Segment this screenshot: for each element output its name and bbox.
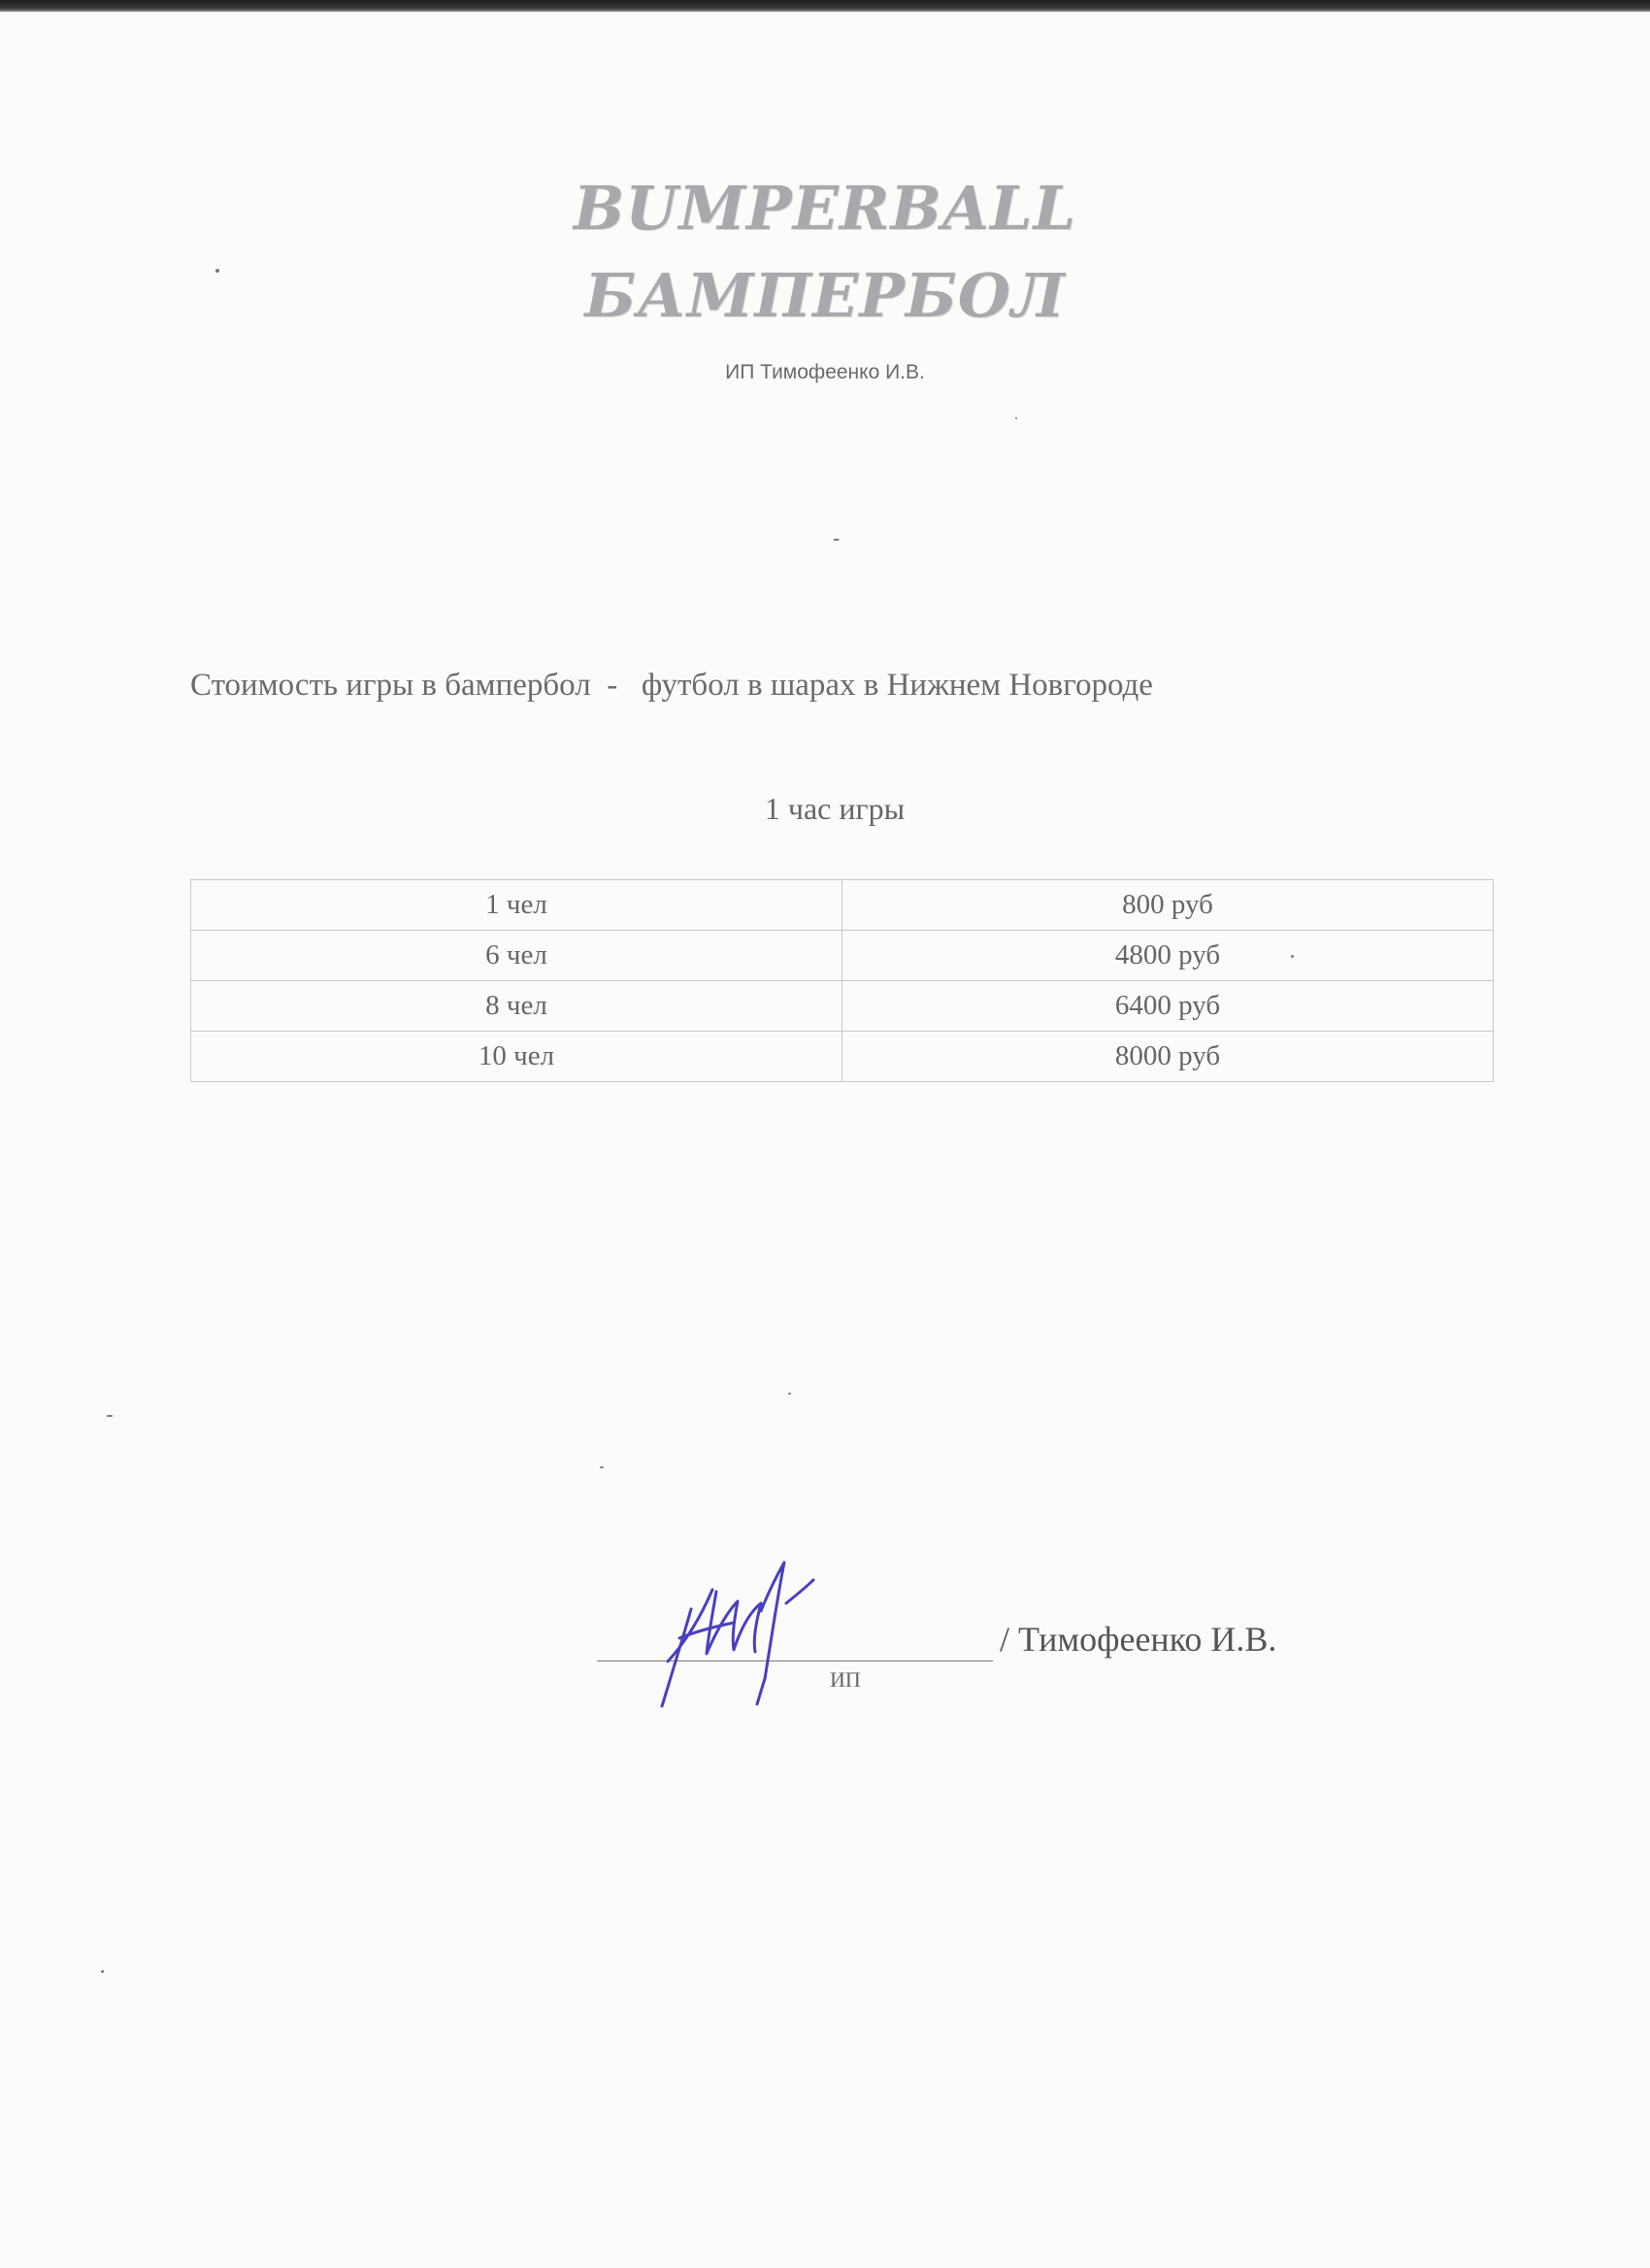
scan-speck — [107, 1415, 113, 1417]
table-row — [191, 931, 1494, 981]
table-row — [191, 981, 1494, 1032]
table-row — [191, 1032, 1494, 1082]
logo-russian: БАМПЕРБОЛ — [584, 260, 1066, 331]
signatory-title: ИП — [830, 1667, 861, 1692]
handwritten-signature — [641, 1533, 874, 1708]
scan-speck — [600, 1466, 604, 1468]
dash-mark: - — [833, 526, 841, 550]
price-table — [190, 879, 1494, 1082]
document-subheading: 1 час игры — [764, 791, 906, 826]
table-row — [191, 880, 1494, 931]
document-heading: Стоимость игры в бампербол - футбол в шарах в Нижнем Новгороде — [190, 668, 1153, 703]
scan-speck — [101, 1970, 104, 1973]
price-cell: 4800 руб — [842, 931, 1494, 981]
price-cell: 800 руб — [842, 880, 1494, 931]
scan-speck — [1015, 417, 1017, 419]
people-cell: 10 чел — [191, 1032, 842, 1082]
scan-top-edge — [0, 0, 1650, 12]
people-cell: 8 чел — [191, 981, 842, 1032]
scan-speck — [1291, 955, 1294, 958]
people-cell: 6 чел — [191, 931, 842, 981]
scan-speck — [788, 1393, 791, 1395]
logo-english: BUMPERBALL — [573, 173, 1077, 244]
people-cell: 1 чел — [191, 880, 842, 931]
signatory-name: / Тимофеенко И.В. — [1000, 1620, 1277, 1659]
signature-line — [597, 1660, 993, 1661]
entrepreneur-name: ИП Тимофеенко И.В. — [725, 361, 925, 383]
scan-speck — [215, 269, 219, 273]
price-cell: 6400 руб — [842, 981, 1494, 1032]
price-cell: 8000 руб — [842, 1032, 1494, 1082]
